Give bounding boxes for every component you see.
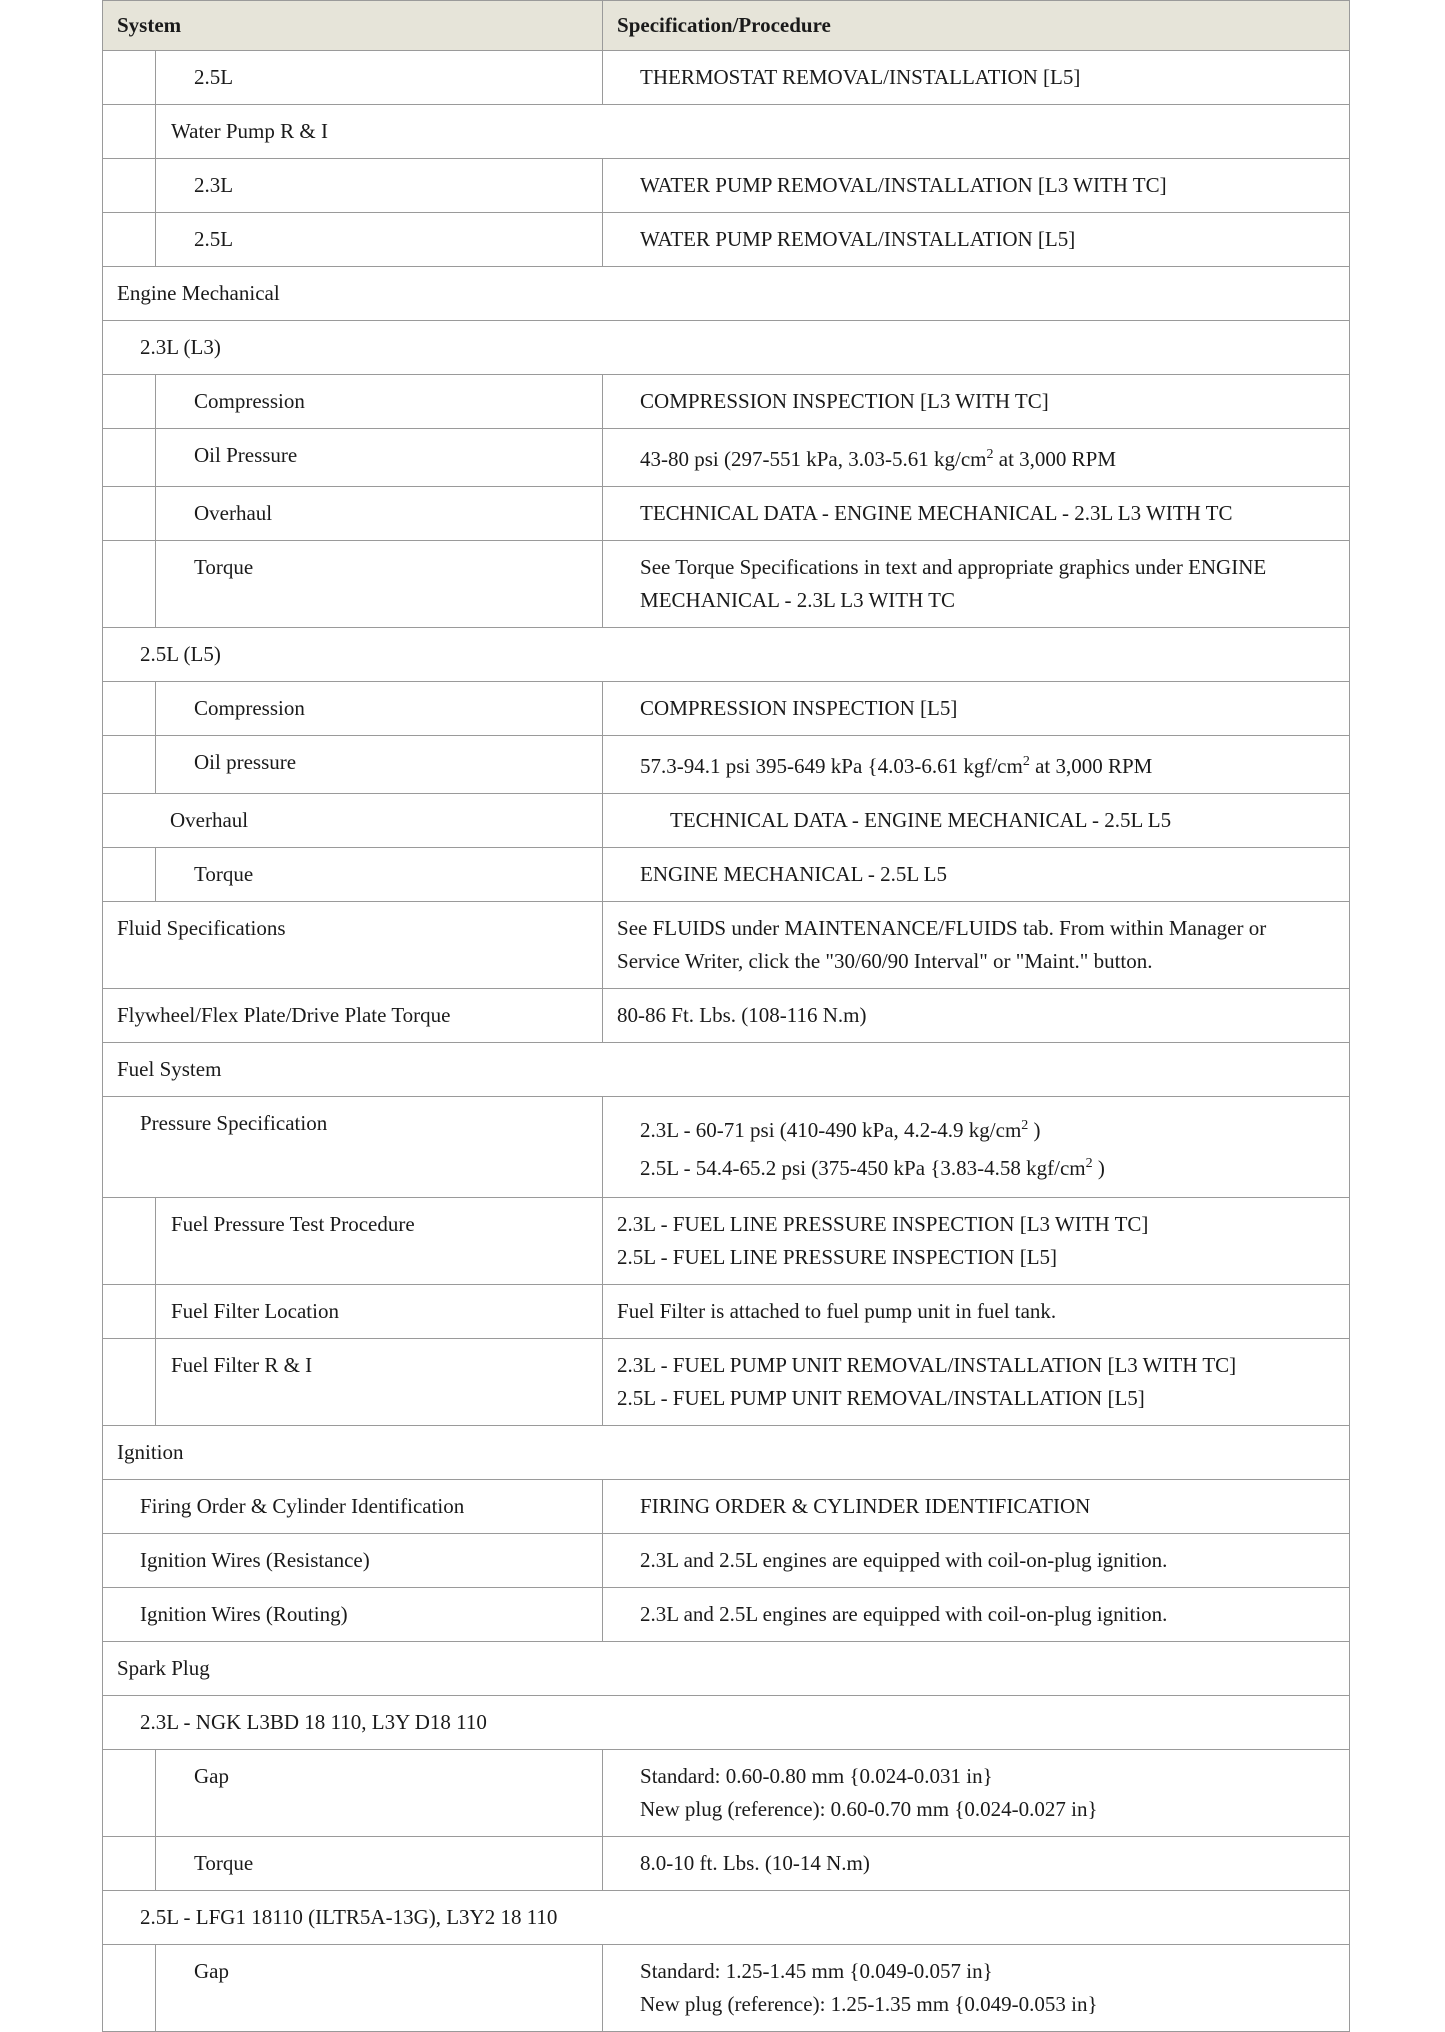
- system-cell: 2.5L: [156, 213, 603, 267]
- indent-gutter: [103, 736, 156, 794]
- system-cell: Pressure Specification: [103, 1097, 603, 1198]
- table-row: [103, 213, 1350, 267]
- system-cell: Firing Order & Cylinder Identification: [103, 1480, 603, 1534]
- table-row: [103, 682, 1350, 736]
- section-row: [103, 1642, 1350, 1696]
- indent-gutter: [103, 1837, 156, 1891]
- section-cell: Spark Plug: [103, 1642, 1350, 1696]
- system-cell: Overhaul: [103, 794, 603, 848]
- indent-gutter: [103, 159, 156, 213]
- spec-cell: Standard: 0.60-0.80 mm {0.024-0.031 in} New plug (reference): 0.60-0.70 mm {0.024-0.027 in}: [603, 1750, 1350, 1837]
- system-cell: Compression: [156, 682, 603, 736]
- indent-gutter: [103, 682, 156, 736]
- spec-cell: Fuel Filter is attached to fuel pump unit in fuel tank.: [603, 1285, 1350, 1339]
- section-cell: 2.3L - NGK L3BD 18 110, L3Y D18 110: [103, 1696, 1350, 1750]
- spec-cell: See Torque Specifications in text and appropriate graphics under ENGINE MECHANICAL - 2.3L L3 WITH TC: [603, 541, 1350, 628]
- system-cell: Torque: [156, 1837, 603, 1891]
- spec-cell: 2.3L and 2.5L engines are equipped with coil-on-plug ignition.: [603, 1588, 1350, 1642]
- section-row: [103, 1043, 1350, 1097]
- section-row: [103, 321, 1350, 375]
- section-cell: Engine Mechanical: [103, 267, 1350, 321]
- system-cell: Overhaul: [156, 487, 603, 541]
- table-row: [103, 105, 1350, 159]
- table-row: [103, 375, 1350, 429]
- spec-cell: THERMOSTAT REMOVAL/INSTALLATION [L5]: [603, 51, 1350, 105]
- table-row: [103, 1837, 1350, 1891]
- system-cell: 2.5L: [156, 51, 603, 105]
- system-cell: Ignition Wires (Routing): [103, 1588, 603, 1642]
- spec-cell: 2.3L - FUEL PUMP UNIT REMOVAL/INSTALLATION [L3 WITH TC] 2.5L - FUEL PUMP UNIT REMOVAL/INSTALLATION [L5]: [603, 1339, 1350, 1426]
- system-cell: Gap: [156, 1750, 603, 1837]
- system-cell: Fuel Filter R & I: [156, 1339, 603, 1426]
- spec-cell: WATER PUMP REMOVAL/INSTALLATION [L5]: [603, 213, 1350, 267]
- table-row: [103, 1480, 1350, 1534]
- system-cell: Gap: [156, 1945, 603, 2032]
- section-row: [103, 267, 1350, 321]
- indent-gutter: [103, 1339, 156, 1426]
- indent-gutter: [103, 375, 156, 429]
- section-row: [103, 628, 1350, 682]
- table-row: [103, 51, 1350, 105]
- spec-cell: FIRING ORDER & CYLINDER IDENTIFICATION: [603, 1480, 1350, 1534]
- spec-cell: WATER PUMP REMOVAL/INSTALLATION [L3 WITH TC]: [603, 159, 1350, 213]
- section-cell: 2.3L (L3): [103, 321, 1350, 375]
- spec-cell: Standard: 1.25-1.45 mm {0.049-0.057 in} New plug (reference): 1.25-1.35 mm {0.049-0.053 in}: [603, 1945, 1350, 2032]
- table-row: [103, 1534, 1350, 1588]
- spec-cell: 8.0-10 ft. Lbs. (10-14 N.m): [603, 1837, 1350, 1891]
- system-cell: Flywheel/Flex Plate/Drive Plate Torque: [103, 989, 603, 1043]
- system-cell: Oil pressure: [156, 736, 603, 794]
- indent-gutter: [103, 213, 156, 267]
- table-row: [103, 487, 1350, 541]
- system-cell: Compression: [156, 375, 603, 429]
- header-system: System: [103, 1, 603, 51]
- indent-gutter: [103, 541, 156, 628]
- system-cell: Fluid Specifications: [103, 902, 603, 989]
- section-row: [103, 1426, 1350, 1480]
- specification-table: [102, 0, 1350, 2032]
- section-cell: Fuel System: [103, 1043, 1350, 1097]
- section-cell: 2.5L (L5): [103, 628, 1350, 682]
- table-row: [103, 1097, 1350, 1198]
- indent-gutter: [103, 1285, 156, 1339]
- spec-cell: 2.3L - 60-71 psi (410-490 kPa, 4.2-4.9 $kg/cm^2$ ) 2.5L - 54.4-65.2 psi (375-450 kPa {3.83-4.58 kgf/$cm^2$ ): [603, 1097, 1350, 1198]
- indent-gutter: [103, 429, 156, 487]
- header-row: [103, 1, 1350, 51]
- system-cell: Fuel Pressure Test Procedure: [156, 1198, 603, 1285]
- system-cell: 2.3L: [156, 159, 603, 213]
- table-row: [103, 1750, 1350, 1837]
- system-cell: Torque: [156, 541, 603, 628]
- table-row: [103, 541, 1350, 628]
- table-row: [103, 429, 1350, 487]
- table-row: [103, 1588, 1350, 1642]
- table-row: [103, 902, 1350, 989]
- spec-cell: See FLUIDS under MAINTENANCE/FLUIDS tab. From within Manager or Service Writer, click the "30/60/90 Interval" or "Maint." button.: [603, 902, 1350, 989]
- indent-gutter: [103, 1198, 156, 1285]
- table-row: [103, 1285, 1350, 1339]
- table-row: [103, 736, 1350, 794]
- table-row: [103, 1945, 1350, 2032]
- table-row: [103, 1339, 1350, 1426]
- table-row: [103, 794, 1350, 848]
- section-row: [103, 1891, 1350, 1945]
- indent-gutter: [103, 1750, 156, 1837]
- spec-cell: 80-86 Ft. Lbs. (108-116 N.m): [603, 989, 1350, 1043]
- system-cell: Oil Pressure: [156, 429, 603, 487]
- indent-gutter: [103, 105, 156, 159]
- spec-cell: 2.3L - FUEL LINE PRESSURE INSPECTION [L3 WITH TC] 2.5L - FUEL LINE PRESSURE INSPECTION [L5]: [603, 1198, 1350, 1285]
- system-cell: Ignition Wires (Resistance): [103, 1534, 603, 1588]
- spec-cell: COMPRESSION INSPECTION [L3 WITH TC]: [603, 375, 1350, 429]
- table-row: [103, 159, 1350, 213]
- spec-cell: TECHNICAL DATA - ENGINE MECHANICAL - 2.5L L5: [603, 794, 1350, 848]
- spec-cell: 57.3-94.1 psi 395-649 kPa {4.03-6.61 kgf/$cm^2$ at 3,000 RPM: [603, 736, 1350, 794]
- header-spec: Specification/Procedure: [603, 1, 1350, 51]
- system-cell: Fuel Filter Location: [156, 1285, 603, 1339]
- spec-cell: 43-80 psi (297-551 kPa, 3.03-5.61 $kg/cm^2$ at 3,000 RPM: [603, 429, 1350, 487]
- indent-gutter: [103, 848, 156, 902]
- indent-gutter: [103, 51, 156, 105]
- spec-cell: TECHNICAL DATA - ENGINE MECHANICAL - 2.3L L3 WITH TC: [603, 487, 1350, 541]
- spec-cell: 2.3L and 2.5L engines are equipped with coil-on-plug ignition.: [603, 1534, 1350, 1588]
- indent-gutter: [103, 487, 156, 541]
- table-row: [103, 848, 1350, 902]
- spec-cell: ENGINE MECHANICAL - 2.5L L5: [603, 848, 1350, 902]
- section-cell: Water Pump R & I: [156, 105, 1350, 159]
- section-row: [103, 1696, 1350, 1750]
- spec-cell: COMPRESSION INSPECTION [L5]: [603, 682, 1350, 736]
- section-cell: Ignition: [103, 1426, 1350, 1480]
- system-cell: Torque: [156, 848, 603, 902]
- table-row: [103, 989, 1350, 1043]
- section-cell: 2.5L - LFG1 18110 (ILTR5A-13G), L3Y2 18 110: [103, 1891, 1350, 1945]
- table-row: [103, 1198, 1350, 1285]
- indent-gutter: [103, 1945, 156, 2032]
